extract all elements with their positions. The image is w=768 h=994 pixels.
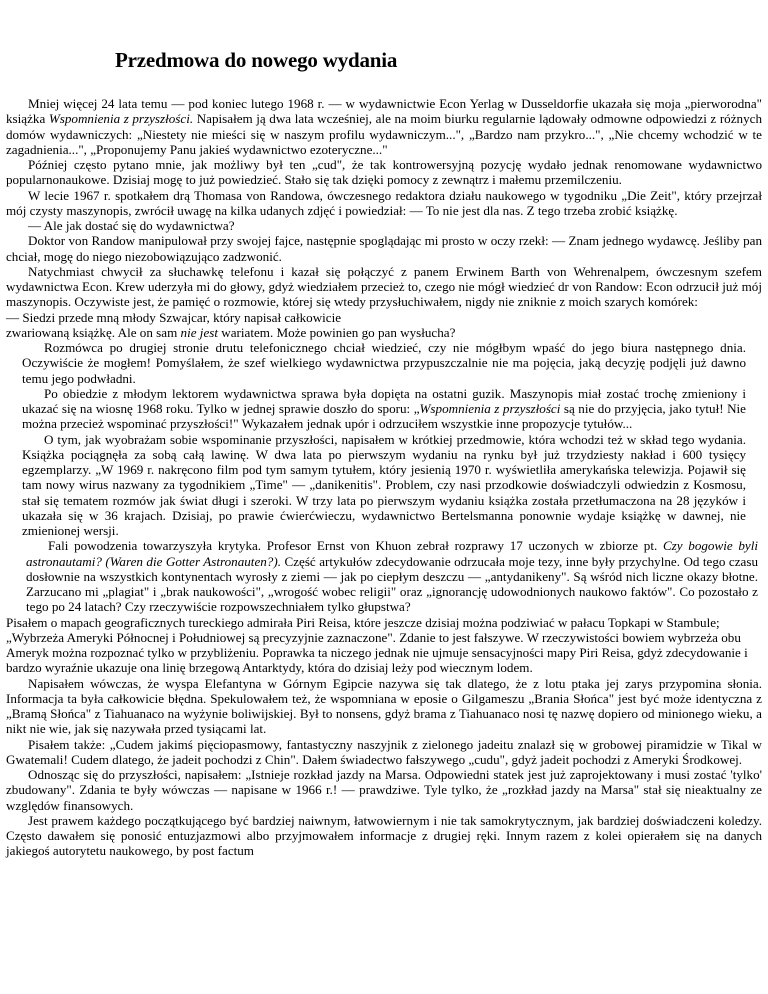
paragraph <box>6 767 762 813</box>
paragraph-text: Część artykułów zdecydowanie odrzucała moje tezy, inne były przychylne. Od tego czasu dosłownie na wszystkich kontynentach wyrosły z ziemi — jak po ciepłym deszczu — „antydanikeny". Są wśród nich liczne okazy błotne. Zarzucano mi „plagiat" i „brak naukowości", „wrogość wobec religii" oraz „ignorancję udowodnionych naukowo faktów". Co pozostało z tego po 24 latach? Czy rzeczywiście rozpowszechniałem tylko głupstwa? <box>26 553 758 615</box>
paragraph-text: — Siedzi przede mną młody Szwajcar, który napisał całkowicie <box>6 309 342 325</box>
paragraph <box>6 325 762 340</box>
paragraph-text: Doktor von Randow manipulował przy swojej fajce, następnie spoglądając mi prosto w oczy rzekł: — Znam jednego wydawcę. Jeśliby pan chciał, mogę do niego niezobowiązująco zadzwonić. <box>6 233 762 264</box>
paragraph-text: Natychmiast chwycił za słuchawkę telefonu i kazał się połączyć z panem Erwinem Barth von Wehrenalpem, ówczesnym szefem wydawnictwa Econ. Krew uderzyła mi do głowy, gdyż wiedziałem przecież to, czego nie mógł wiedzieć dr von Randow: Econ odrzucił już mój maszynopis. Oczywiste jest, że pamięć o rozmowie, której się wtedy przysłuchiwałem, nigdy nie zniknie z moich szarych komórek: <box>6 263 762 310</box>
paragraph <box>6 264 762 310</box>
paragraph-text: są nie do przyjęcia, jako tytuł! Nie można przecież wspominać przyszłości!" Wykazałem jednak upór i odrzuciłem wszystkie inne propozycje tytułów... <box>22 401 746 432</box>
paragraph-text: W lecie 1967 r. spotkałem drą Thomasa von Randowa, ówczesnego redaktora działu naukowego w tygodniku „Die Zeit", który przejrzał mój czysty maszynopis, zwrócił uwagę na kilka udanych zdjęć i powiedział: — To nie jest dla nas. Z tego trzeba zrobić książkę. <box>6 187 762 218</box>
paragraph-text: Fali powodzenia towarzyszyła krytyka. Profesor Ernst von Khuon zebrał rozprawy 17 uczonych w zbiorze pt. <box>48 538 663 554</box>
paragraph <box>22 340 746 386</box>
paragraph-text: Później często pytano mnie, jak możliwy był ten „cud", że tak kontrowersyjną pozycję wydało jednak renomowane wydawnictwo popularnonaukowe. Dzisiaj mogę to już powiedzieć. Stało się tak dzięki pomocy z zewnątrz i małemu przemilczeniu. <box>6 157 762 188</box>
paragraph-text: O tym, jak wyobrażam sobie wspominanie przyszłości, napisałem w krótkiej przedmowie, która wchodzi też w skład tego wydania. Książka pociągnęła za sobą całą lawinę. W dwa lata po pierwszym wydaniu na rynku był już trzydziesty nakład i 600 tysięcy egzemplarzy. „W 1969 r. nakręcono film pod tym samym tytułem, który jesienią 1970 r. wyświetliła amerykańska telewizja. Pojawił się tam nowy wirus nazwany za tygodnikiem „Time" — „danikenitis". Problem, czy nasi przodkowie doświadczyli odwiedzin z Kosmosu, stał się tematem rozmów jak świat długi i szeroki. W trzy lata po pierwszym wydaniu książka została przetłumaczona na 28 języków i ukazała się w 36 krajach. Dzisiaj, po prawie ćwierćwieczu, wydawnictwo Bertelsmanna ponownie wydaje książkę w dawnej, nie zmienionej wersji. <box>22 431 746 538</box>
paragraph-text: Odnosząc się do przyszłości, napisałem: „Istnieje rozkład jazdy na Marsa. Odpowiedni statek jest już zaprojektowany i musi zostać 'tylko' zbudowany". Zdania te były wówczas — napisane w 1966 r.! — prawdziwe. Tyle tylko, że „rozkład jazdy na Marsa" stał się nieaktualny ze względów finansowych. <box>6 767 762 813</box>
italic-text: Wspomnienia z przyszłości <box>419 401 561 416</box>
paragraph-text: — Ale jak dostać się do wydawnictwa? <box>28 218 235 233</box>
paragraph <box>6 737 762 768</box>
paragraph-text: zwariowaną książkę. Ale on sam <box>6 324 181 340</box>
paragraph <box>6 96 762 157</box>
paragraph <box>6 813 762 859</box>
paragraph <box>6 188 762 219</box>
paragraph <box>6 676 762 737</box>
paragraph-text: wariatem. Może powinien go pan wysłucha? <box>217 324 456 340</box>
page-title: Przedmowa do nowego wydania <box>115 48 398 72</box>
paragraph-text: Napisałem wówczas, że wyspa Elefantyna w Górnym Egipcie nazywa się tak dlatego, że z lotu ptaka jej zarys przypomina słonia. Informacja ta była całkowicie błędna. Spekulowałem też, że wspomniana w eposie o Gilgameszu „Brania Słońca" jest być może identyczna z „Bramą Słońca" z Tiahuanaco na wyżynie boliwijskiej. Był to nonsens, gdyż brama z Tiahuanaco nosi tę nazwę dopiero od minionego wieku, a nikt nie wie, jak się nazywała przed tysiącami lat. <box>6 675 762 737</box>
paragraph <box>6 615 762 676</box>
italic-text: Wspomnienia z przyszłości. <box>48 111 194 127</box>
italic-text: Czy bogowie byli astronautami? (Waren die Gotter Astronauten?). <box>26 538 758 569</box>
paragraph <box>22 432 746 539</box>
paragraph <box>26 538 758 614</box>
paragraph-text: Po obiedzie z młodym lektorem wydawnictwa sprawa była dopięta na ostatni guzik. Maszynopis miał zostać trochę zmieniony i ukazać się na wiosnę 1968 roku. Tylko w jednej sprawie doszło do sporu: „ <box>22 385 746 416</box>
paragraph-text: Jest prawem każdego początkującego być bardziej naiwnym, łatwowiernym i nie tak samokrytycznym, jak bardziej doświadczeni koledzy. Często dawałem się ponosić entuzjazmowi albo przyjmowałem informacje z drugiej ręki. Innym razem z kolei opierałem się na danych jakiegoś autorytetu naukowego, by post factum <box>6 812 762 859</box>
paragraph <box>22 386 746 432</box>
paragraph-text: Napisałem ją dwa lata wcześniej, ale na moim biurku regularnie lądowały odmowne odpowiedzi z różnych domów wydawniczych: „Niestety nie mieści się w naszym profilu wydawniczym...", „Bardzo nam przykro...", „Nie chcemy wchodzić w te zagadnienia...", „Proponujemy Panu jakieś wydawnictwo ezoteryczne..." <box>6 111 762 157</box>
document-body <box>6 96 762 859</box>
paragraph <box>6 157 762 188</box>
paragraph-text: Rozmówca po drugiej stronie drutu telefonicznego chciał wiedzieć, czy nie mógłbym wpaść do jego biura następnego dnia. Oczywiście że mogłem! Pomyślałem, że szef wielkiego wydawnictwa przypuszczalnie nie ma pojęcia, jaką decyzję podjęli już dawno temu jego podwładni. <box>22 340 746 386</box>
paragraph <box>6 233 762 264</box>
paragraph <box>6 218 762 233</box>
paragraph-text: Pisałem o mapach geograficznych tureckiego admirała Piri Reisa, które jeszcze dzisiaj można podziwiać w pałacu Topkapi w Stambule; „Wybrzeża Ameryki Północnej i Południowej są precyzyjnie zaznaczone". Zdanie to jest fałszywe. W rzeczywistości bowiem wybrzeża obu Ameryk można rozpoznać tylko w przybliżeniu. Poprawka ta niczego jednak nie ujmuje sensacyjności mapy Piri Reisa, gdyż zdecydowanie i bardzo wyraźnie ukazuje ona linię brzegową Antarktydy, która do dzisiaj leży pod wiecznym lodem. <box>6 614 748 676</box>
paragraph-text: Pisałem także: „Cudem jakimś pięciopasmowy, fantastyczny naszyjnik z zielonego jadeitu znalazł się w grobowej piramidzie w Tikal w Gwatemali! Cudem dlatego, że jadeit pochodzi z Chin". Dałem świadectwo fałszywego „cudu", gdyż jadeit pochodzi z Ameryki Środkowej. <box>6 736 762 767</box>
paragraph-text: Mniej więcej 24 lata temu — pod koniec lutego 1968 r. — w wydawnictwie Econ Yerlag w Dusseldorfie ukazała się moja „pierworodna" książka <box>6 96 762 127</box>
paragraph <box>6 310 762 325</box>
italic-text: nie jest <box>180 324 218 340</box>
